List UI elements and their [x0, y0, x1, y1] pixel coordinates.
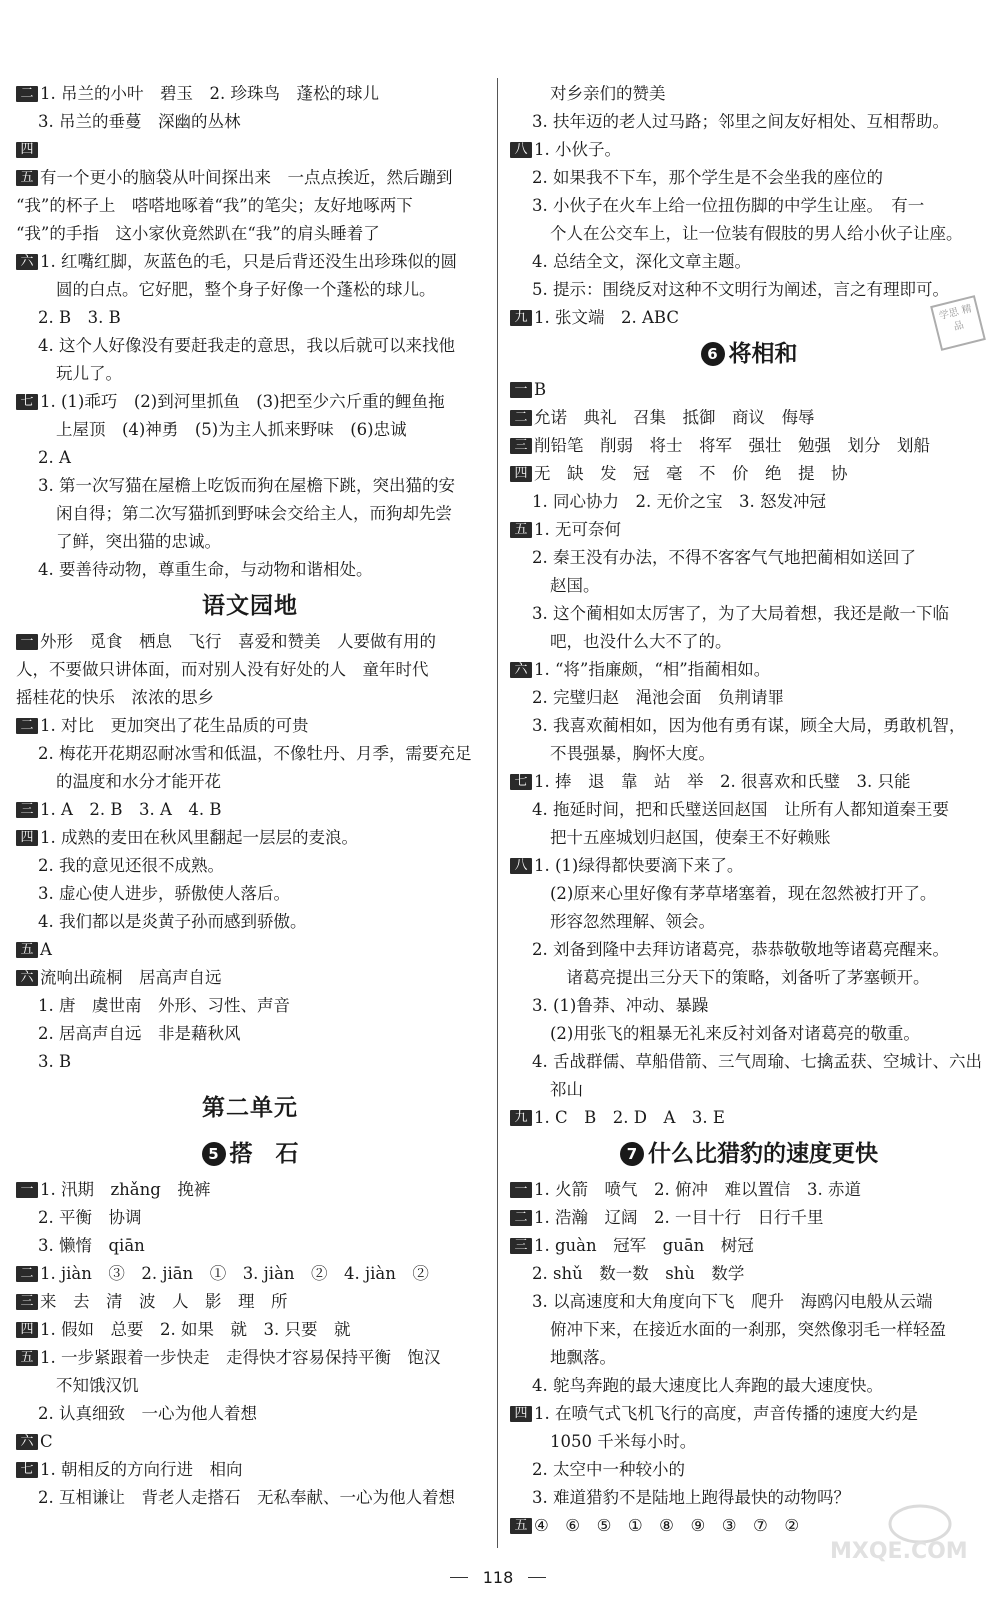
- answer-line: [16, 628, 484, 656]
- answer-text: 2. 我的意见还很不成熟。: [38, 856, 224, 875]
- answer-text: 赵国。: [550, 576, 600, 595]
- section-title-text: 语文园地: [202, 593, 298, 619]
- left-column: [16, 80, 484, 1512]
- answer-line: [16, 556, 484, 584]
- answer-line: [510, 796, 988, 824]
- answer-line: [16, 388, 484, 416]
- question-number-badge: 七: [510, 774, 532, 790]
- answer-line: [16, 444, 484, 472]
- answer-line: [510, 1316, 988, 1344]
- answer-line: [16, 1344, 484, 1372]
- answer-text: 外形 觅食 栖息 飞行 喜爱和赞美 人要做有用的: [40, 632, 436, 651]
- answer-text: 1. 唐 虞世南 外形、习性、声音: [38, 996, 290, 1015]
- answer-line: [510, 1204, 988, 1232]
- answer-text: 3. 虚心使人进步，骄傲使人落后。: [38, 884, 290, 903]
- answer-line: [510, 1372, 988, 1400]
- answer-text: 4. 鸵鸟奔跑的最大速度比人奔跑的最大速度快。: [532, 1376, 883, 1395]
- answer-line: [510, 656, 988, 684]
- answer-line: [16, 992, 484, 1020]
- answer-text: 2. 刘备到隆中去拜访诸葛亮，恭恭敬敬地等诸葛亮醒来。: [532, 940, 949, 959]
- answer-line: [510, 992, 988, 1020]
- answer-line: [16, 880, 484, 908]
- answer-text: 上屋顶 (4)神勇 (5)为主人抓来野味 (6)忠诚: [56, 420, 407, 439]
- watermark-logo: [820, 1502, 970, 1562]
- answer-line: [510, 936, 988, 964]
- answer-line: [510, 108, 988, 136]
- answer-text: 1. C B 2. D A 3. E: [534, 1108, 725, 1127]
- answer-line: [16, 1260, 484, 1288]
- answer-text: 1. 火箭 喷气 2. 俯冲 难以置信 3. 赤道: [534, 1180, 861, 1199]
- answer-line: [16, 248, 484, 276]
- question-number-badge: 四: [510, 466, 532, 482]
- answer-text: 1. 浩瀚 辽阔 2. 一目十行 日行千里: [534, 1208, 824, 1227]
- lesson-title: [510, 1132, 988, 1176]
- answer-text: 1. 张文端 2. ABC: [534, 308, 679, 327]
- question-number-badge: 三: [16, 802, 38, 818]
- answer-text: ④ ⑥ ⑤ ① ⑧ ⑨ ③ ⑦ ②: [534, 1516, 800, 1535]
- question-number-badge: 二: [16, 1266, 38, 1282]
- question-number-badge: 一: [16, 1182, 38, 1198]
- question-number-badge: 二: [510, 410, 532, 426]
- answer-text: 3. 吊兰的垂蔓 深幽的丛林: [38, 112, 241, 131]
- answer-line: [16, 768, 484, 796]
- answer-text: 闲自得；第二次写猫抓到野味会交给主人，而狗却先尝: [56, 504, 452, 523]
- question-number-badge: 一: [510, 382, 532, 398]
- question-number-badge: 五: [510, 522, 532, 538]
- answer-text: 2. 太空中一种较小的: [532, 1460, 685, 1479]
- answer-text: 4. 这个人好像没有要赶我走的意思，我以后就可以来找他: [38, 336, 455, 355]
- answer-text: 4. 我们都以是炎黄子孙而感到骄傲。: [38, 912, 307, 931]
- answer-line: [510, 1176, 988, 1204]
- answer-text: 2. 秦王没有办法，不得不客客气气地把蔺相如送回了: [532, 548, 916, 567]
- answer-line: [16, 108, 484, 136]
- question-number-badge: 二: [16, 86, 38, 102]
- question-number-badge: 一: [510, 1182, 532, 1198]
- answer-line: [510, 276, 988, 304]
- answer-line: [16, 472, 484, 500]
- answer-line: [510, 572, 988, 600]
- answer-text: 把十五座城划归赵国，使秦王不好赖账: [550, 828, 831, 847]
- answer-line: [510, 600, 988, 628]
- answer-text: 1. “将”指廉颇，“相”指蔺相如。: [534, 660, 771, 679]
- answer-text: 2. 完璧归赵 渑池会面 负荆请罪: [532, 688, 784, 707]
- section-title: [16, 584, 484, 628]
- question-number-badge: 八: [510, 858, 532, 874]
- answer-text: 3. 第一次写猫在屋檐上吃饭而狗在屋檐下跳，突出猫的安: [38, 476, 455, 495]
- answer-line: [16, 1400, 484, 1428]
- answer-text: 削铅笔 削弱 将士 将军 强壮 勉强 划分 划船: [534, 436, 930, 455]
- answer-text: 俯冲下来，在接近水面的一刹那，突然像羽毛一样轻盈: [550, 1320, 946, 1339]
- lesson-number-icon: 7: [620, 1142, 644, 1166]
- answer-text: 2. 梅花开花期忍耐冰雪和低温，不像牡丹、月季，需要充足: [38, 744, 472, 763]
- answer-line: [510, 304, 988, 332]
- answer-line: [16, 332, 484, 360]
- answer-line: [16, 80, 484, 108]
- answer-text: 了鲜，突出猫的忠诚。: [56, 532, 221, 551]
- answer-line: [16, 220, 484, 248]
- right-column: [510, 80, 988, 1540]
- answer-line: [510, 1076, 988, 1104]
- answer-line: [16, 796, 484, 824]
- answer-line: [510, 220, 988, 248]
- watermark-text: MXQE.COM: [830, 1539, 968, 1562]
- answer-text: 不畏强暴，胸怀大度。: [550, 744, 715, 763]
- answer-text: 2. 认真细致 一心为他人着想: [38, 1404, 257, 1423]
- answer-text: 3. 难道猎豹不是陆地上跑得最快的动物吗？: [532, 1488, 850, 1507]
- answer-text: 玩儿了。: [56, 364, 122, 383]
- answer-line: [510, 1456, 988, 1484]
- answer-text: 1. 捧 退 靠 站 举 2. 很喜欢和氏璧 3. 只能: [534, 772, 911, 791]
- answer-line: [16, 304, 484, 332]
- answer-text: 人，不要做只讲体面，而对别人没有好处的人 童年时代: [16, 660, 429, 679]
- answer-text: 4. 要善待动物，尊重生命，与动物和谐相处。: [38, 560, 373, 579]
- answer-text: 1. 一步紧跟着一步快走 走得快才容易保持平衡 饱汉: [40, 1348, 441, 1367]
- answer-text: 1. A 2. B 3. A 4. B: [40, 800, 222, 819]
- answer-text: 1. 小伙子。: [534, 140, 621, 159]
- question-number-badge: 六: [510, 662, 532, 678]
- answer-text: 3. 懒惰 qiān: [38, 1236, 145, 1255]
- answer-line: [510, 460, 988, 488]
- answer-text: 3. 这个蔺相如太厉害了，为了大局着想，我还是敞一下临: [532, 604, 949, 623]
- answer-line: [510, 80, 988, 108]
- answer-text: 形容忽然理解、领会。: [550, 912, 715, 931]
- answer-line: [16, 136, 484, 164]
- answer-text: 2. 如果我不下车，那个学生是不会坐我的座位的: [532, 168, 883, 187]
- answer-text: 3. 以高速度和大角度向下飞 爬升 海鸥闪电般从云端: [532, 1292, 933, 1311]
- answer-line: [16, 360, 484, 388]
- answer-line: [16, 656, 484, 684]
- answer-line: [16, 1288, 484, 1316]
- answer-line: [16, 684, 484, 712]
- lesson-number-icon: 6: [701, 342, 725, 366]
- answer-line: [16, 1428, 484, 1456]
- answer-text: 有一个更小的脑袋从叶间探出来 一点点挨近，然后蹦到: [40, 168, 453, 187]
- answer-line: [510, 824, 988, 852]
- answer-text: (2)原来心里好像有茅草堵塞着，现在忽然被打开了。: [550, 884, 937, 903]
- answer-text: 祁山: [550, 1080, 583, 1099]
- answer-line: [510, 1020, 988, 1048]
- answer-text: 2. 平衡 协调: [38, 1208, 142, 1227]
- answer-line: [16, 1232, 484, 1260]
- answer-line: [16, 500, 484, 528]
- question-number-badge: 八: [510, 142, 532, 158]
- answer-line: [510, 488, 988, 516]
- answer-text: 1. guàn 冠军 guān 树冠: [534, 1236, 754, 1255]
- column-divider: [497, 78, 498, 1548]
- answer-text: 4. 总结全文，深化文章主题。: [532, 252, 751, 271]
- question-number-badge: 三: [510, 438, 532, 454]
- answer-line: [510, 880, 988, 908]
- page-number-text: 118: [482, 1568, 514, 1587]
- answer-line: [510, 432, 988, 460]
- answer-text: 3. B: [38, 1052, 72, 1071]
- answer-line: [16, 712, 484, 740]
- answer-line: [510, 136, 988, 164]
- answer-line: [510, 516, 988, 544]
- answer-text: 1. (1)绿得都快要滴下来了。: [534, 856, 744, 875]
- answer-line: [16, 936, 484, 964]
- answer-line: [510, 1288, 988, 1316]
- question-number-badge: 五: [16, 170, 38, 186]
- question-number-badge: 三: [510, 1238, 532, 1254]
- answer-line: [16, 1020, 484, 1048]
- answer-text: 2. B 3. B: [38, 308, 121, 327]
- question-number-badge: 九: [510, 310, 532, 326]
- answer-line: [510, 628, 988, 656]
- answer-line: [510, 852, 988, 880]
- question-number-badge: 六: [16, 254, 38, 270]
- answer-text: 诸葛亮提出三分天下的策略，刘备听了茅塞顿开。: [550, 968, 930, 987]
- answer-text: “我”的杯子上 嗒嗒地啄着“我”的笔尖；友好地啄两下: [16, 196, 413, 215]
- answer-line: [16, 192, 484, 220]
- answer-text: 1. 汛期 zhǎng 挽裤: [40, 1180, 211, 1199]
- question-number-badge: 四: [16, 142, 38, 158]
- answer-line: [16, 1048, 484, 1076]
- answer-line: [16, 824, 484, 852]
- answer-line: [16, 1372, 484, 1400]
- answer-line: [510, 1428, 988, 1456]
- question-number-badge: 四: [510, 1406, 532, 1422]
- answer-text: 1. 无可奈何: [534, 520, 621, 539]
- question-number-badge: 五: [510, 1518, 532, 1534]
- page-number-dash-left: [450, 1577, 468, 1578]
- answer-text: 1. jiàn ③ 2. jiān ① 3. jiàn ② 4. jiàn ②: [40, 1264, 429, 1283]
- page-number-dash-right: [528, 1577, 546, 1578]
- answer-text: 允诺 典礼 召集 抵御 商议 侮辱: [534, 408, 815, 427]
- answer-line: [510, 1232, 988, 1260]
- answer-line: [510, 1048, 988, 1076]
- answer-line: [510, 712, 988, 740]
- question-number-badge: 七: [16, 1462, 38, 1478]
- answer-line: [510, 1260, 988, 1288]
- answer-line: [16, 1484, 484, 1512]
- question-number-badge: 四: [16, 1322, 38, 1338]
- lesson-title-text: 将相和: [728, 341, 798, 367]
- answer-line: [510, 164, 988, 192]
- question-number-badge: 二: [16, 718, 38, 734]
- answer-text: 圆的白点。它好肥，整个身子好像一个蓬松的球儿。: [56, 280, 436, 299]
- answer-text: 4. 拖延时间，把和氏璧送回赵国 让所有人都知道秦王要: [532, 800, 949, 819]
- question-number-badge: 五: [16, 942, 38, 958]
- question-number-badge: 一: [16, 634, 38, 650]
- lesson-title: [510, 332, 988, 376]
- answer-line: [510, 964, 988, 992]
- answer-text: 3. 小伙子在火车上给一位扭伤脚的中学生让座。 有一: [532, 196, 925, 215]
- answer-line: [16, 528, 484, 556]
- answer-text: 3. 我喜欢蔺相如，因为他有勇有谋，顾全大局，勇敢机智，: [532, 716, 966, 735]
- answer-text: 流响出疏桐 居高声自远: [40, 968, 222, 987]
- question-number-badge: 三: [16, 1294, 38, 1310]
- answer-line: [510, 1344, 988, 1372]
- answer-line: [510, 908, 988, 936]
- answer-text: 1. 吊兰的小叶 碧玉 2. 珍珠鸟 蓬松的球儿: [40, 84, 379, 103]
- answer-line: [16, 164, 484, 192]
- answer-text: 1. 假如 总要 2. 如果 就 3. 只要 就: [40, 1320, 351, 1339]
- lesson-title-text: 什么比猎豹的速度更快: [648, 1141, 878, 1167]
- answer-line: [510, 248, 988, 276]
- answer-line: [16, 964, 484, 992]
- answer-text: 2. 居高声自远 非是藉秋风: [38, 1024, 241, 1043]
- question-number-badge: 六: [16, 970, 38, 986]
- answer-text: 4. 舌战群儒、草船借箭、三气周瑜、七擒孟获、空城计、六出: [532, 1052, 982, 1071]
- answer-text: 吧，也没什么大不了的。: [550, 632, 732, 651]
- answer-line: [16, 740, 484, 768]
- answer-text: 1. 红嘴红脚，灰蓝色的毛，只是后背还没生出珍珠似的圆: [40, 252, 457, 271]
- answer-text: 1. 在喷气式飞机飞行的高度，声音传播的速度大约是: [534, 1404, 918, 1423]
- answer-text: A: [40, 940, 52, 959]
- answer-line: [16, 1456, 484, 1484]
- answer-line: [510, 544, 988, 572]
- answer-text: (2)用张飞的粗暴无礼来反衬刘备对诸葛亮的敬重。: [550, 1024, 920, 1043]
- answer-text: 2. 互相谦让 背老人走搭石 无私奉献、一心为他人着想: [38, 1488, 455, 1507]
- answer-text: 3. 扶年迈的老人过马路；邻里之间友好相处、互相帮助。: [532, 112, 949, 131]
- lesson-number-icon: 5: [202, 1142, 226, 1166]
- answer-line: [510, 404, 988, 432]
- answer-text: 地飘落。: [550, 1348, 616, 1367]
- answer-text: 5. 提示：围绕反对这种不文明行为阐述，言之有理即可。: [532, 280, 949, 299]
- answer-text: 2. A: [38, 448, 71, 467]
- question-number-badge: 四: [16, 830, 38, 846]
- answer-text: 1050 千米每小时。: [550, 1432, 697, 1451]
- answer-line: [16, 416, 484, 444]
- answer-line: [16, 1204, 484, 1232]
- answer-line: [16, 852, 484, 880]
- lesson-title: [16, 1132, 484, 1176]
- answer-text: 对乡亲们的赞美: [550, 84, 666, 103]
- answer-text: “我”的手指 这小家伙竟然趴在“我”的肩头睡着了: [16, 224, 380, 243]
- section-title: [16, 1076, 484, 1132]
- answer-text: 个人在公交车上，让一位装有假肢的男人给小伙子让座。: [550, 224, 963, 243]
- answer-line: [510, 1400, 988, 1428]
- lesson-title-text: 搭 石: [229, 1141, 299, 1167]
- answer-line: [510, 1104, 988, 1132]
- question-number-badge: 七: [16, 394, 38, 410]
- answer-text: 不知饿汉饥: [56, 1376, 139, 1395]
- answer-line: [16, 908, 484, 936]
- question-number-badge: 九: [510, 1110, 532, 1126]
- answer-line: [16, 1316, 484, 1344]
- answer-text: 无 缺 发 冠 毫 不 价 绝 提 协: [534, 464, 848, 483]
- answer-text: 1. (1)乖巧 (2)到河里抓鱼 (3)把至少六斤重的鲤鱼拖: [40, 392, 445, 411]
- answer-text: C: [40, 1432, 53, 1451]
- answer-line: [16, 1176, 484, 1204]
- answer-line: [510, 684, 988, 712]
- answer-line: [16, 276, 484, 304]
- answer-text: 摇桂花的快乐 浓浓的思乡: [16, 688, 214, 707]
- answer-line: [510, 768, 988, 796]
- answer-text: 3. (1)鲁莽、冲动、暴躁: [532, 996, 709, 1015]
- question-number-badge: 五: [16, 1350, 38, 1366]
- answer-line: [510, 192, 988, 220]
- answer-text: B: [534, 380, 547, 399]
- answer-line: [510, 740, 988, 768]
- answer-text: 1. 同心协力 2. 无价之宝 3. 怒发冲冠: [532, 492, 826, 511]
- answer-text: 1. 成熟的麦田在秋风里翻起一层层的麦浪。: [40, 828, 358, 847]
- section-title-text: 第二单元: [202, 1095, 298, 1121]
- page-number: [0, 1568, 996, 1587]
- answer-text: 2. shǔ 数一数 shù 数学: [532, 1264, 745, 1283]
- answer-text: 1. 对比 更加突出了花生品质的可贵: [40, 716, 309, 735]
- answer-text: 来 去 清 波 人 影 理 所: [40, 1292, 288, 1311]
- answer-text: 1. 朝相反的方向行进 相向: [40, 1460, 243, 1479]
- question-number-badge: 二: [510, 1210, 532, 1226]
- answer-text: 的温度和水分才能开花: [56, 772, 221, 791]
- answer-line: [510, 376, 988, 404]
- question-number-badge: 六: [16, 1434, 38, 1450]
- stamp-text: 学思 精品: [938, 303, 973, 333]
